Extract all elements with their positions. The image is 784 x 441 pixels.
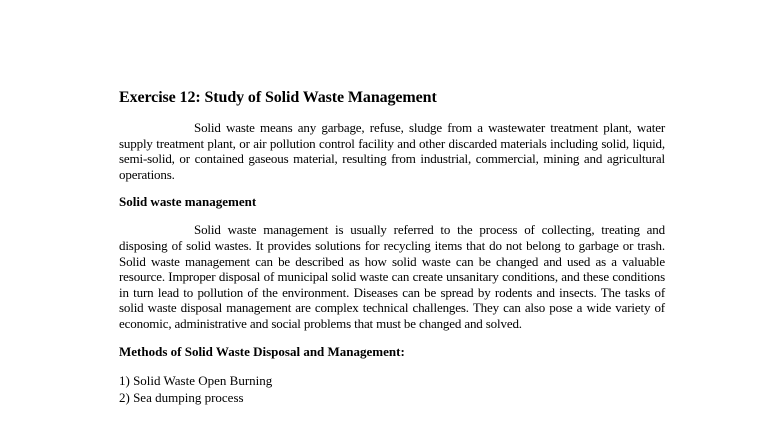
section-heading-methods: Methods of Solid Waste Disposal and Management: bbox=[119, 343, 405, 359]
list-item: 1) Solid Waste Open Burning bbox=[119, 372, 273, 388]
document-page bbox=[119, 88, 665, 406]
solid-waste-management-paragraph: Solid waste management is usually referred to the process of collecting, treating and disposing of solid wastes. It provides solutions for recycling items that do not belong to garbage or trash. Solid waste management can be described as how solid waste can be changed and used as a valuable resource. Improper disposal of municipal solid waste can create unsanitary conditions, and these conditions in turn lead to pollution of the environment. Diseases can be spread by rodents and insects. The tasks of solid waste disposal management are complex technical challenges. They can also pose a wide variety of economic, administrative and social problems that must be changed and solved. bbox=[119, 222, 665, 331]
methods-list bbox=[119, 372, 665, 406]
intro-paragraph: Solid waste means any garbage, refuse, sludge from a wastewater treatment plant, water supply treatment plant, or air pollution control facility and other discarded materials including solid, liquid, semi-solid, or contained gaseous material, resulting from industrial, commercial, mining and agricultural operations. bbox=[119, 120, 665, 182]
document-title: Exercise 12: Study of Solid Waste Management bbox=[119, 89, 437, 106]
list-item: 2) Sea dumping process bbox=[119, 389, 244, 405]
section-heading-solid-waste-management: Solid waste management bbox=[119, 194, 257, 210]
